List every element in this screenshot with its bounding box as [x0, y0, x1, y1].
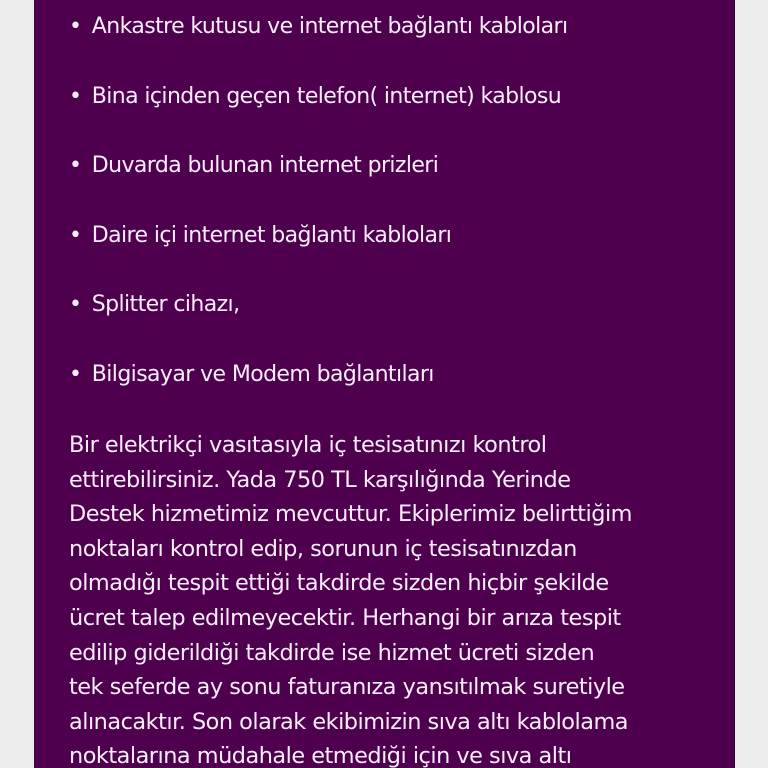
bullet-icon: • [69, 292, 82, 317]
bullet-item-label: Ankastre kutusu ve internet bağlantı kabloları [91, 14, 568, 39]
bullet-item [69, 290, 239, 320]
paragraph-line: tek seferde ay sonu faturanıza yansıtılmak suretiyle [69, 674, 625, 701]
bullet-icon: • [69, 223, 82, 248]
body-paragraph [69, 428, 709, 768]
paragraph-line: ettirebilirsiniz. Yada 750 TL karşılığında Yerinde [69, 466, 571, 493]
paragraph-line: ücret talep edilmeyecektir. Herhangi bir arıza tespit [69, 604, 621, 631]
bullet-item [69, 221, 451, 251]
paragraph-line: edilip giderildiği takdirde ise hizmet ücreti sizden [69, 639, 595, 666]
bullet-icon: • [69, 14, 82, 39]
paragraph-line: noktaları kontrol edip, sorunun iç tesisatınızdan [69, 535, 577, 562]
bullet-icon: • [69, 84, 82, 109]
bullet-icon: • [69, 362, 82, 387]
paragraph-line: olmadığı tespit ettiği takdirde sizden hiçbir şekilde [69, 570, 609, 597]
bullet-item-label: Daire içi internet bağlantı kabloları [91, 223, 452, 248]
bullet-item-label: Duvarda bulunan internet prizleri [91, 153, 439, 178]
bullet-item [69, 151, 438, 181]
bullet-icon: • [69, 153, 82, 178]
bullet-item [69, 82, 561, 112]
bullet-item-label: Bina içinden geçen telefon( internet) kablosu [91, 84, 562, 109]
bullet-item [69, 360, 434, 390]
paragraph-line: Destek hizmetimiz mevcuttur. Ekiplerimiz belirttiğim [69, 501, 632, 528]
paragraph-line: alınacaktır. Son olarak ekibimizin sıva altı kablolama [69, 708, 628, 735]
paragraph-line: Bir elektrikçi vasıtasıyla iç tesisatınızı kontrol [69, 432, 547, 458]
bullet-item [69, 12, 568, 42]
bullet-item-label: Bilgisayar ve Modem bağlantıları [91, 362, 434, 387]
bullet-item-label: Splitter cihazı, [91, 292, 240, 317]
paragraph-line: noktalarına müdahale etmediği için ve sıva altı [69, 743, 572, 768]
content-panel [34, 0, 734, 768]
